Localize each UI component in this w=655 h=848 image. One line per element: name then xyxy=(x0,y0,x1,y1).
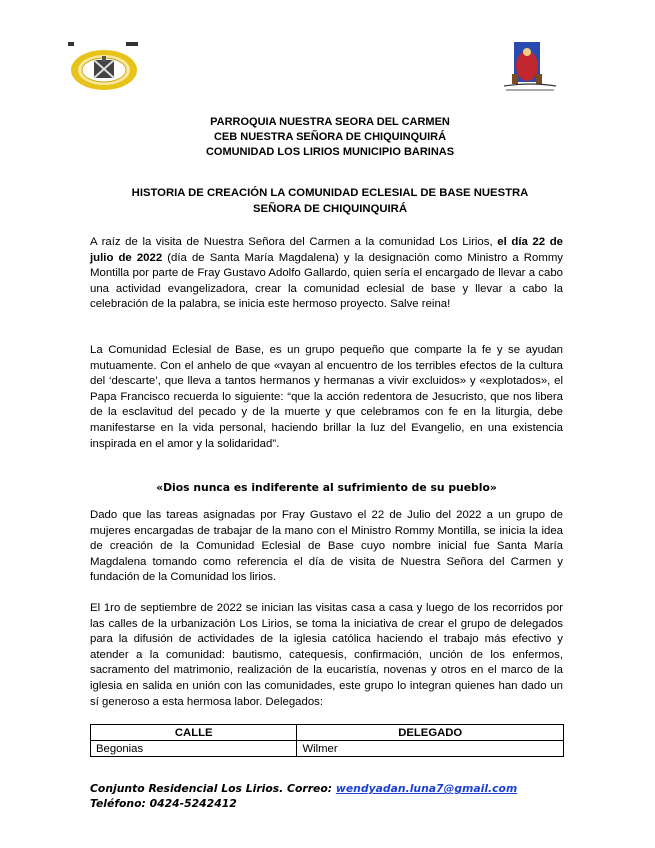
header-line-3: COMUNIDAD LOS LIRIOS MUNICIPIO BARINAS xyxy=(205,146,455,158)
cell-calle: Begonias xyxy=(91,741,297,757)
paragraph-3: Dado que las tareas asignadas por Fray Gustavo el 22 de Julio del 2022 a un grupo de mujeres encargadas de trabajar de la mano con el Ministro Rommy Montilla, se inicia la idea de creación de la Comunidad Eclesial de Base cuyo nombre inicial fue Santa María Magdalena tomando como referencia el día de visita de Nuestra Señora del Carmen y fundación de la Comunidad los lirios. xyxy=(90,509,563,584)
table-header-row xyxy=(91,725,564,741)
footer xyxy=(90,781,590,811)
footer-phone: Teléfono: 0424-5242412 xyxy=(90,797,237,810)
parish-header xyxy=(90,115,570,160)
paragraph-2: La Comunidad Eclesial de Base, es un grupo pequeño que comparte la fe y se ayudan mutuamente. Con el anhelo de que «vayan al encuentro de los terribles efectos de la cultura del ‘descarte’, que lleva a tantos hermanos y hermanas a vivir excluidos» y «explotados», el Papa Francisco recuerda lo siguiente: “que la acción redentora de Jesucristo, que nos libera de la esclavitud del pecado y de la muerte y que celebramos con fe en la liturgia, debe manifestarse en la vida personal, haciendo brillar la luz del Evangelio, en una existencia inspirada en el amor y la solidaridad”. xyxy=(90,344,563,450)
p1-text-a: A raíz de la visita de Nuestra Señora del Carmen a la comunidad Los Lirios, xyxy=(90,236,498,248)
header-line-2: CEB NUESTRA SEÑORA DE CHIQUINQUIRÁ xyxy=(213,131,447,143)
p1-date-bold: el día 22 de julio de 2022 xyxy=(90,236,563,264)
column-header-delegado: DELEGADO xyxy=(297,725,564,741)
column-header-calle: CALLE xyxy=(91,725,297,741)
footer-prefix: Conjunto Residencial Los Lirios. Correo: xyxy=(90,782,336,795)
paragraph-1 xyxy=(90,235,563,313)
footer-address-line xyxy=(90,781,590,796)
cell-delegado: Wilmer xyxy=(297,741,564,757)
quote-heading: «Dios nunca es indiferente al sufrimiento de su pueblo» xyxy=(156,481,497,494)
document-title xyxy=(90,185,570,217)
p1-text-c: (día de Santa María Magdalena) y la designación como Ministro a Rommy Montilla por parte de Fray Gustavo Adolfo Gallardo, quien sería el encargado de llevar a cabo una actividad evangelizadora, crear la comunidad eclesial de base y llevar a cabo la celebración de la palabra, se inicia este hermoso proyecto. Salve reina! xyxy=(90,251,564,311)
header-line-1: PARROQUIA NUESTRA SEORA DEL CARMEN xyxy=(210,116,450,128)
title-line-2: SEÑORA DE CHIQUINQUIRÁ xyxy=(253,203,407,215)
delegates-table xyxy=(90,724,564,757)
parish-logo xyxy=(64,40,144,92)
title-line-1: HISTORIA DE CREACIÓN LA COMUNIDAD ECLESIAL DE BASE NUESTRA xyxy=(131,187,529,199)
table-row xyxy=(91,741,564,757)
virgin-image-logo xyxy=(500,40,560,100)
paragraph-4: El 1ro de septiembre de 2022 se inician las visitas casa a casa y luego de los recorridos por las calles de la urbanización Los Lirios, se toma la iniciativa de crear el grupo de delegados para la difusión de actividades de la iglesia católica haciendo el trabajo más efectivo y atender a la comunidad: bautismo, catequesis, confirmación, unción de los enfermos, sacramento del matrimonio, realización de la eucaristía, novenas y otros en el marco de la iglesia en salida en unión con las comunidades, este grupo lo integran quienes han dado un sí generoso a esta hermosa labor. Delegados: xyxy=(90,602,563,708)
email-link[interactable]: wendyadan.luna7@gmail.com xyxy=(335,782,518,795)
